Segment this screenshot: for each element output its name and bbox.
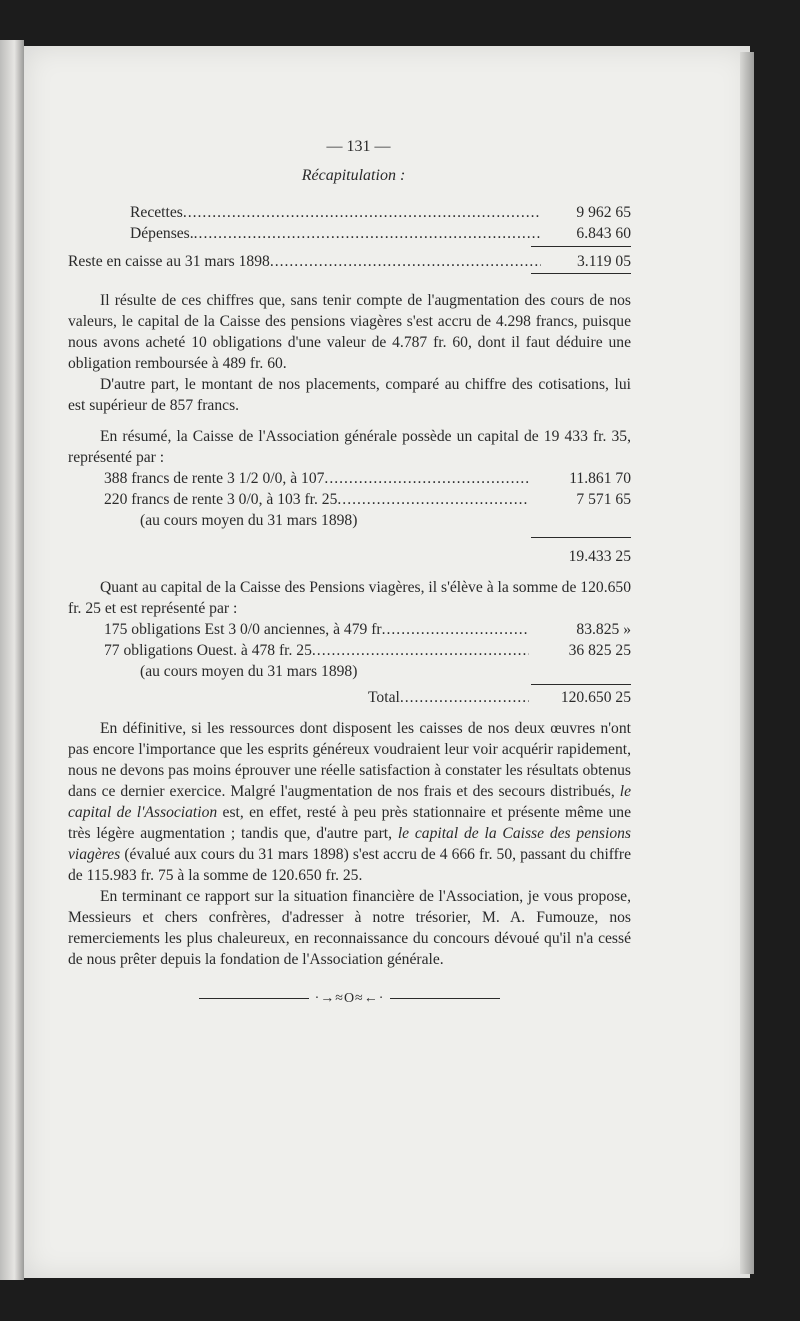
leader-dots (312, 640, 529, 661)
recap-row-depenses (68, 223, 631, 244)
paragraph: Il résulte de ces chiffres que, sans tenir compte de l'augmentation des cours de nos valeurs, le capital de la Caisse des pensions viagères s'est accru de 4.298 francs, puisque nous avons acheté 10 obligations d'une valeur de 4.787 fr. 60, dont il faut déduire une obligation remboursée à 489 fr. 60. (68, 292, 631, 372)
capital-ag-total: 19.433 25 (568, 548, 631, 565)
capital-pv-total-row (68, 687, 631, 708)
page-content (68, 136, 631, 1009)
paragraph: Quant au capital de la Caisse des Pensions viagères, il s'élève à la somme de 120.650 fr. 25 et est représenté par : (68, 579, 631, 617)
paragraph: En terminant ce rapport sur la situation financière de l'Association, je vous propose, Messieurs et chers confrères, d'adresser à notre trésorier, M. A. Fumouze, nos remerciements les plus chaleureux, en reconnaissance du concours dévoué qu'il n'a cessé de nous prêter depuis la fondation de l'Association générale. (68, 888, 631, 968)
leader-dots (270, 251, 541, 272)
text-run: En définitive, si les ressources dont disposent les caisses de nos deux œuvres n'ont pas encore l'importance que les esprits généreux voudraient leur voir acquérir rapidement, nous ne devons pas moins éprouver une réelle satisfaction à constater les résultats obtenus dans ce dernier exercice. Malgré l'augmentation de nos frais et des secours distribués, (68, 720, 631, 800)
section-ornament (68, 988, 631, 1009)
leader-dots (400, 687, 529, 708)
holding-row (68, 640, 631, 661)
book-spine (0, 40, 24, 1280)
recap-row-recettes (68, 202, 631, 223)
text-run: est, en effet, resté à peu près stationnaire et présente même une très légère augmentation ; tandis que, d'autre part, (68, 804, 631, 842)
rate-note: (au cours moyen du 31 mars 1898) (140, 663, 358, 680)
ornament-line (390, 998, 500, 999)
paragraph: D'autre part, le montant de nos placements, comparé au chiffre des cotisations, lui est supérieur de 857 francs. (68, 376, 631, 414)
page-edge (740, 52, 754, 1274)
total-rule (531, 273, 631, 274)
holding-label: 175 obligations Est 3 0/0 anciennes, à 479 fr (104, 621, 382, 638)
holding-amount: 11.861 70 (569, 470, 631, 487)
italic-text: le capital de la Caisse des pensions viagères (68, 825, 631, 863)
recap-title: Récapitulation : (301, 167, 406, 184)
rate-note: (au cours moyen du 31 mars 1898) (140, 512, 358, 529)
leader-dots (382, 619, 529, 640)
depenses-amount: 6.843 60 (576, 225, 631, 242)
holding-row (68, 619, 631, 640)
holding-row (68, 489, 631, 510)
leader-dots (194, 223, 541, 244)
total-label: Total (368, 689, 400, 706)
sum-rule (531, 537, 631, 538)
recettes-label: Recettes (130, 204, 183, 221)
italic-text: le capital de l'Association (68, 783, 631, 821)
holding-label: 388 francs de rente 3 1/2 0/0, à 107 (104, 470, 325, 487)
recettes-amount: 9 962 65 (576, 204, 631, 221)
text-run: (évalué aux cours du 31 mars 1898) s'est accru de 4 666 fr. 50, passant du chiffre de 115.983 fr. 75 à la somme de 120.650 fr. 25. (68, 846, 631, 884)
paragraph: En résumé, la Caisse de l'Association générale possède un capital de 19 433 fr. 35, représenté par : (68, 428, 631, 466)
holding-label: 220 francs de rente 3 0/0, à 103 fr. 25 (104, 491, 338, 508)
holding-row (68, 468, 631, 489)
ornament-line (199, 998, 309, 999)
leader-dots (337, 489, 529, 510)
reste-amount: 3.119 05 (577, 253, 631, 270)
recap-row-reste (68, 251, 631, 272)
holding-amount: 7 571 65 (576, 491, 631, 508)
holding-amount: 36 825 25 (568, 642, 631, 659)
capital-pv-total: 120.650 25 (560, 689, 631, 706)
sum-rule (531, 684, 631, 685)
capital-pv-table (68, 619, 631, 708)
capital-ag-table (68, 468, 631, 567)
paragraph (68, 718, 631, 886)
ornament-glyph: ·→≈O≈←· (314, 991, 385, 1006)
depenses-label: Dépenses. (130, 225, 194, 242)
reste-label: Reste en caisse au 31 mars 1898 (68, 253, 270, 270)
leader-dots (183, 202, 541, 223)
sum-rule (531, 246, 631, 247)
holding-amount: 83.825 » (576, 621, 631, 638)
leader-dots (324, 468, 529, 489)
holding-label: 77 obligations Ouest. à 478 fr. 25 (104, 642, 312, 659)
page-number: — 131 — (326, 138, 391, 155)
recap-table (68, 202, 631, 274)
